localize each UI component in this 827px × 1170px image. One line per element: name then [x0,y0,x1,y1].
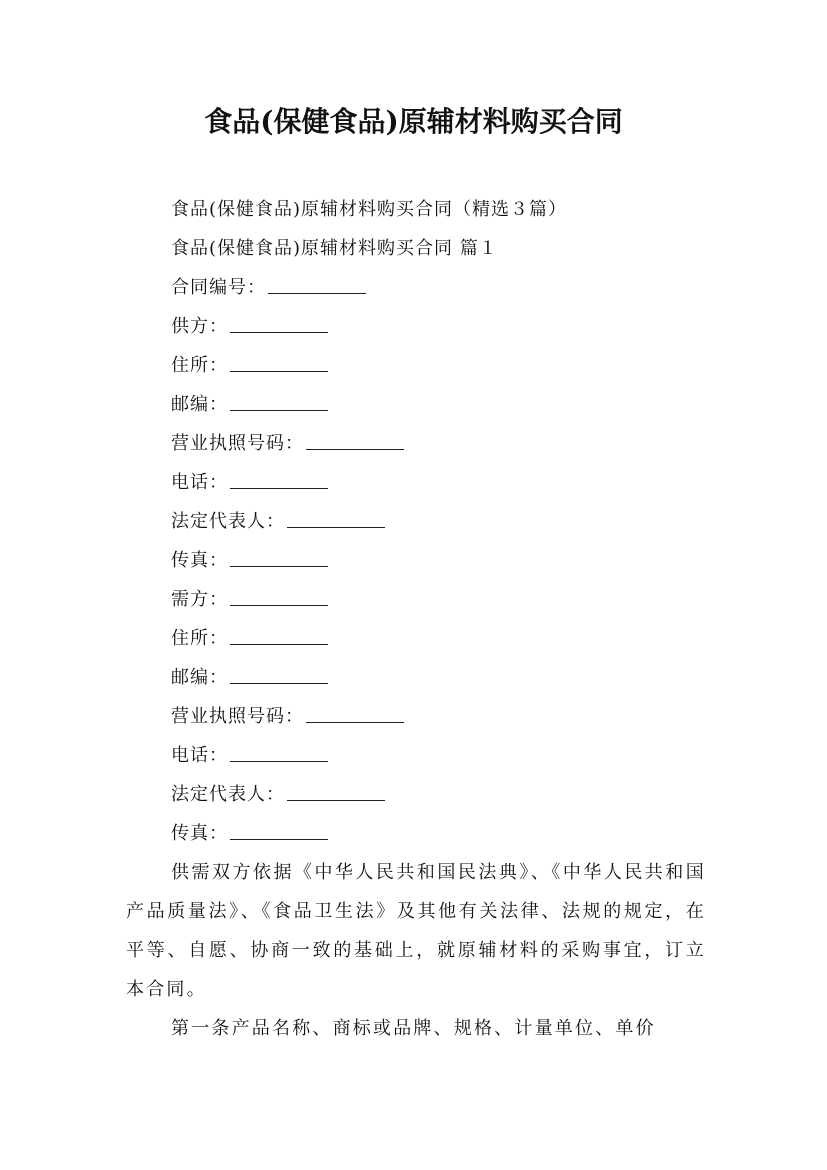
supplier-fax-label: 传真： [171,550,228,571]
basis-paragraph: 供需双方依据《中华人民共和国民法典》、《中华人民共和国产品质量法》、《食品卫生法》及其他有关法律、法规的规定，在平等、自愿、协商一致的基础上，就原辅材料的采购事宜，订立本合同。 [126,862,706,1000]
supplier-postcode-label: 邮编： [171,394,228,415]
supplier-phone-label: 电话： [171,472,228,493]
document-subtitle: 食品(保健食品)原辅材料购买合同（精选３篇） [171,199,568,220]
buyer-phone-label: 电话： [171,745,228,766]
buyer-postcode-label: 邮编： [171,667,228,688]
buyer-address-row [126,619,706,658]
buyer-legal-rep-blank [287,778,385,801]
contract-number-label: 合同编号： [171,277,266,298]
supplier-phone-blank [230,466,328,489]
supplier-license-blank [306,427,404,450]
buyer-postcode-blank [230,661,328,684]
contract-number-blank [268,271,366,294]
supplier-label: 供方： [171,316,228,337]
supplier-postcode-row [126,385,706,424]
buyer-address-label: 住所： [171,628,228,649]
buyer-label: 需方： [171,589,228,610]
supplier-blank [230,310,328,333]
supplier-license-label: 营业执照号码： [171,433,304,454]
supplier-legal-rep-blank [287,505,385,528]
buyer-legal-rep-label: 法定代表人： [171,784,285,805]
buyer-fax-label: 传真： [171,823,228,844]
buyer-row [126,580,706,619]
supplier-legal-rep-label: 法定代表人： [171,511,285,532]
supplier-row [126,307,706,346]
buyer-blank [230,583,328,606]
buyer-legal-rep-row [126,775,706,814]
buyer-license-row [126,697,706,736]
supplier-address-label: 住所： [171,355,228,376]
buyer-license-label: 营业执照号码： [171,706,304,727]
buyer-license-blank [306,700,404,723]
buyer-fax-blank [230,817,328,840]
supplier-address-blank [230,349,328,372]
section-heading: 食品(保健食品)原辅材料购买合同 篇１ [171,238,498,259]
supplier-license-row [126,424,706,463]
supplier-postcode-blank [230,388,328,411]
buyer-fax-row [126,814,706,853]
contract-number-row [126,268,706,307]
buyer-postcode-row [126,658,706,697]
document-body [126,190,706,1048]
supplier-legal-rep-row [126,502,706,541]
supplier-phone-row [126,463,706,502]
article-one-paragraph: 第一条产品名称、商标或品牌、规格、计量单位、单价 [171,1018,656,1039]
buyer-phone-blank [230,739,328,762]
supplier-address-row [126,346,706,385]
buyer-address-blank [230,622,328,645]
buyer-phone-row [126,736,706,775]
supplier-fax-row [126,541,706,580]
document-title: 食品(保健食品)原辅材料购买合同 [204,105,623,138]
supplier-fax-blank [230,544,328,567]
